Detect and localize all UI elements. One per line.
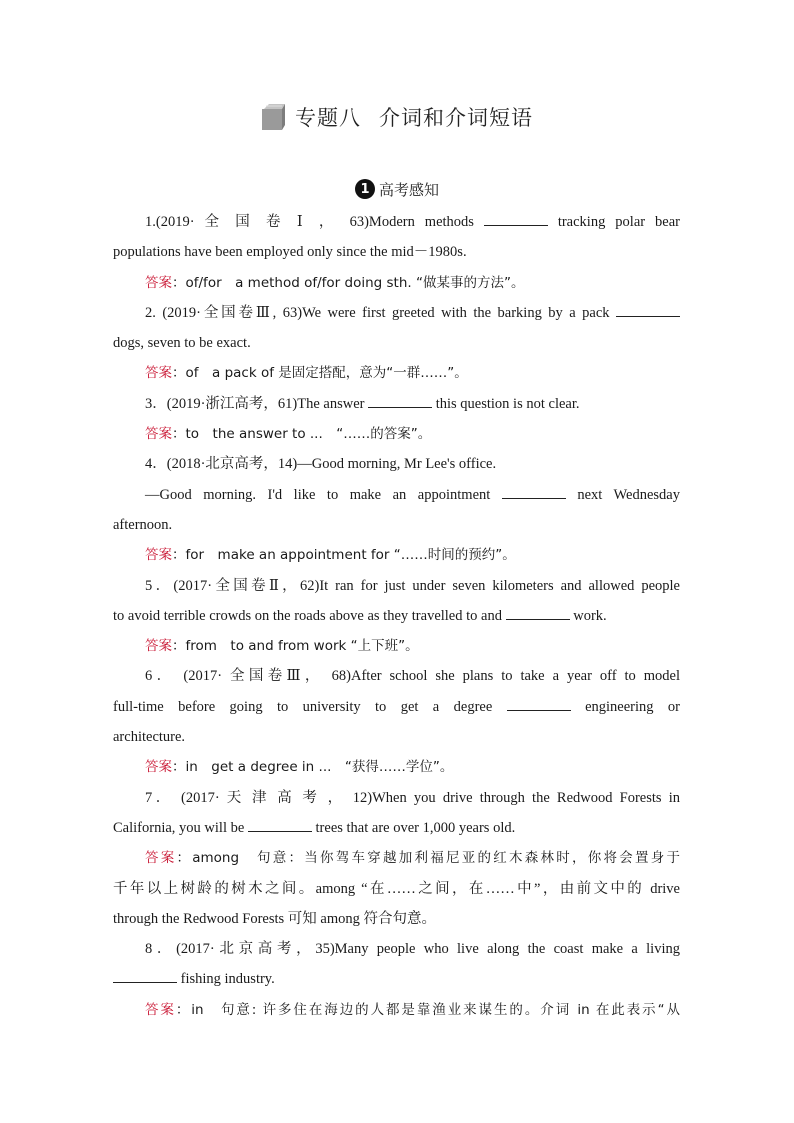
question-text: 千年以上树龄的树木之间。among “在……之间，在……中”，由前文中的 drive xyxy=(113,880,680,897)
question-line xyxy=(113,964,680,994)
answer-line xyxy=(113,358,680,388)
question-line xyxy=(113,813,680,843)
question-line xyxy=(113,934,680,964)
exercise-content xyxy=(113,207,680,1025)
answer-text: ：for make an appointment for “……时间的预约”。 xyxy=(172,547,516,564)
question-text: full-time before going to university to get a degree xyxy=(113,698,507,715)
question-text: to avoid terrible crowds on the roads above as they travelled to and xyxy=(113,607,506,624)
section-number-badge: 1 xyxy=(355,179,375,199)
question-line xyxy=(113,692,680,722)
answer-label: 答案 xyxy=(145,1001,176,1018)
answer-blank xyxy=(506,605,570,620)
answer-line xyxy=(113,631,680,661)
question-text: 3．(2019·浙江高考，61)The answer xyxy=(145,395,369,412)
answer-text: ：among 句意：当你驾车穿越加利福尼亚的红木森林时，你将会置身于 xyxy=(176,850,680,867)
question-text: 2. (2019·全国卷Ⅲ, 63)We were first greeted with the barking by a pack xyxy=(145,304,616,321)
question-line xyxy=(113,661,680,691)
question-line xyxy=(113,601,680,631)
question-line xyxy=(113,449,680,479)
question-line xyxy=(113,571,680,601)
answer-blank xyxy=(113,968,177,983)
question-text: 8．(2017·北京高考，35)Many people who live along the coast make a living xyxy=(145,941,680,958)
answer-line xyxy=(113,419,680,449)
answer-label: 答案 xyxy=(145,274,172,291)
question-line xyxy=(113,783,680,813)
answer-text: ：to the answer to ... “……的答案”。 xyxy=(172,426,432,443)
question-text: 6． (2017· 全国卷Ⅲ， 68)After school she plans to take a year off to model xyxy=(145,668,680,685)
answer-line xyxy=(113,540,680,570)
question-text: —Good morning. I'd like to make an appointment xyxy=(145,486,502,503)
question-text: 7． (2017· 天 津 高 考 ， 12)When you drive through the Redwood Forests in xyxy=(145,789,680,806)
question-text: architecture. xyxy=(113,729,186,746)
question-text: 5．(2017·全国卷Ⅱ，62)It ran for just under seven kilometers and allowed people xyxy=(145,577,680,594)
question-text: engineering or xyxy=(585,698,680,715)
question-line xyxy=(113,328,680,358)
question-text: populations have been employed only since the mid－1980s. xyxy=(113,244,467,261)
answer-label: 答案 xyxy=(145,850,177,867)
answer-blank xyxy=(502,484,566,499)
answer-blank xyxy=(248,817,312,832)
title-row xyxy=(0,97,794,137)
question-text: California, you will be xyxy=(113,819,248,836)
question-text: work. xyxy=(573,607,607,624)
question-line xyxy=(113,389,680,419)
answer-blank xyxy=(368,393,432,408)
answer-text: ：of a pack of 是固定搭配，意为“一群……”。 xyxy=(172,365,468,382)
answer-label: 答案 xyxy=(145,759,172,776)
answer-line xyxy=(113,843,680,873)
question-text: 1.(2019· 全 国 卷 Ⅰ ， 63)Modern methods xyxy=(145,214,484,230)
question-text: fishing industry. xyxy=(180,971,275,988)
answer-label: 答案 xyxy=(145,426,172,443)
section-heading xyxy=(0,176,794,202)
page-title: 专题八 介词和介词短语 xyxy=(295,106,533,130)
answer-line xyxy=(113,995,680,1025)
question-text: 4．(2018·北京高考，14)—Good morning, Mr Lee's office. xyxy=(145,456,497,473)
question-text: this question is not clear. xyxy=(435,395,580,412)
question-line xyxy=(113,480,680,510)
question-line xyxy=(113,510,680,540)
book-icon xyxy=(261,103,285,131)
answer-blank xyxy=(484,211,548,226)
question-line xyxy=(113,237,680,267)
answer-text: ：in 句意: 许多住在海边的人都是靠渔业来谋生的。介词 in 在此表示“从 xyxy=(175,1001,681,1018)
answer-text: ：in get a degree in ... “获得……学位”。 xyxy=(172,759,454,776)
section-title: 高考感知 xyxy=(378,180,439,199)
question-line xyxy=(113,298,680,328)
answer-line xyxy=(113,752,680,782)
question-text: tracking polar bear xyxy=(557,214,680,230)
answer-label: 答案 xyxy=(145,547,172,564)
question-text: trees that are over 1,000 years old. xyxy=(315,819,516,836)
answer-text: ：from to and from work “上下班”。 xyxy=(172,638,419,655)
answer-blank xyxy=(507,696,571,711)
answer-label: 答案 xyxy=(145,638,172,655)
question-text: dogs, seven to be exact. xyxy=(113,335,251,352)
question-text: through the Redwood Forests 可知 among 符合句意。 xyxy=(113,910,437,927)
question-line xyxy=(113,874,680,904)
question-line xyxy=(113,207,680,237)
answer-text: ：of/for a method of/for doing sth. “做某事的方法”。 xyxy=(172,274,525,291)
question-text: afternoon. xyxy=(113,516,173,533)
answer-label: 答案 xyxy=(145,365,172,382)
question-text: next Wednesday xyxy=(577,486,680,503)
answer-line xyxy=(113,268,680,298)
question-line xyxy=(113,722,680,752)
answer-blank xyxy=(616,302,680,317)
question-line xyxy=(113,904,680,934)
